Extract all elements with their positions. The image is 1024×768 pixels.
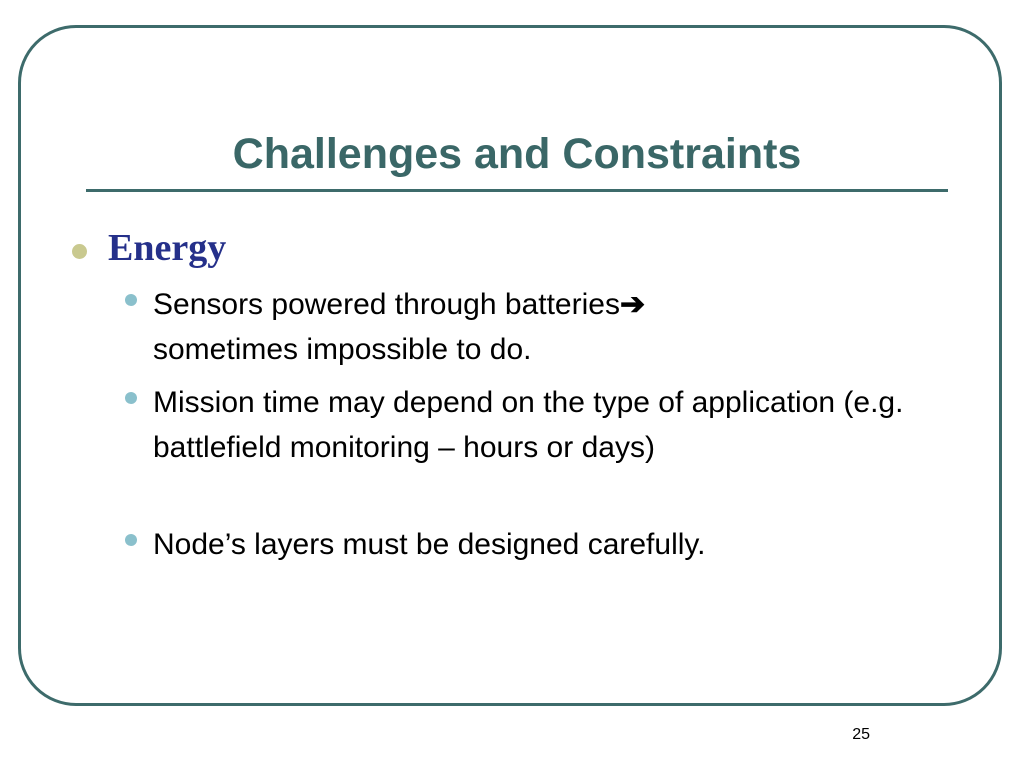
right-arrow-icon: ➔: [619, 288, 646, 321]
bullet-energy-label: Energy: [108, 227, 227, 269]
sub-bullet-dot-icon: [125, 534, 137, 546]
bullet-dot-icon: [72, 244, 87, 259]
sub-bullet-batteries-line1: Sensors powered through batteries: [153, 288, 620, 321]
sub-bullet-dot-icon: [125, 392, 137, 404]
sub-bullet-mission-time-text: Mission time may depend on the type of application (e.g. battlefield monitoring – hours or days): [153, 386, 904, 464]
sub-bullet-batteries-line2: sometimes impossible to do.: [153, 333, 532, 366]
sub-bullet-batteries-text: [153, 282, 923, 372]
page-number: 25: [852, 726, 870, 743]
title-underline: [86, 189, 948, 192]
slide-title: Challenges and Constraints: [232, 130, 802, 178]
bullet-energy: [72, 224, 226, 272]
sub-bullet-dot-icon: [125, 294, 137, 306]
sub-bullet-node-layers-text: Node’s layers must be designed carefully.: [153, 528, 706, 561]
